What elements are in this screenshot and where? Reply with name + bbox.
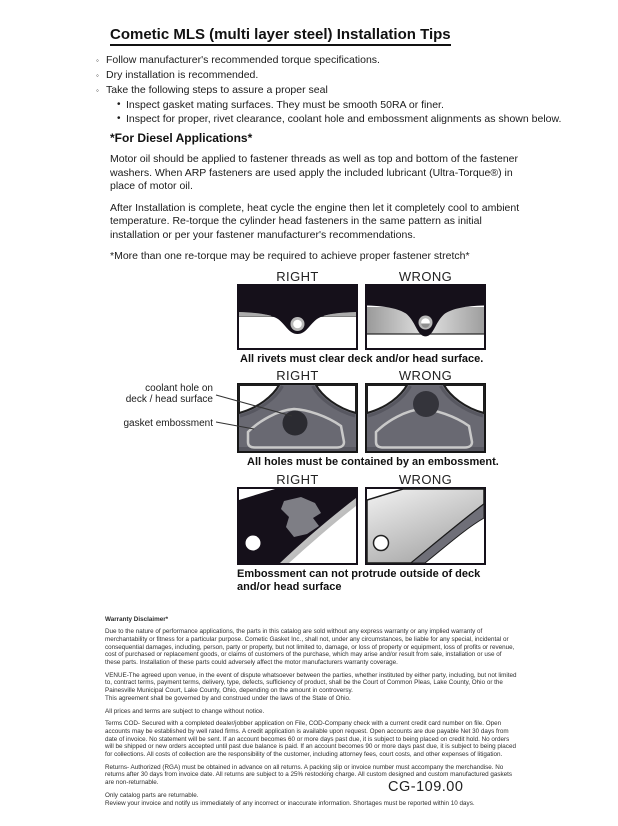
legal-paragraph: This agreement shall be governed by and construed under the laws of the State of Ohio. — [105, 694, 351, 702]
bullet-icon: • — [117, 113, 121, 124]
diagram-caption: All holes must be contained by an embossment. — [247, 455, 499, 468]
wrong-label: WRONG — [398, 268, 453, 284]
paragraph: After Installation is complete, heat cycle the engine then let it completely cool to ambient temperature. Re-torque the cylinder head fasteners in the same pattern as initial installation or per your fastener manufacturer's recommendations. — [110, 201, 520, 241]
protrusion-right-diagram — [237, 487, 358, 565]
legal-paragraph: Due to the nature of performance applications, the parts in this catalog are sold without any express warranty or any implied warranty of merchantability or fitness for a particular purpose. Cometic Gasket Inc., shall not, under any circumstances, be liable for any special, incidental or consequential damages, including, person, party or property, but not limited to, damage, or loss of property or equipment, loss of profits or revenue, cost of purchased or replacement goods, or claims of customers of the purchase, which may arise and/or result from sale, installation or use of these parts. Installation of these parts could adversely affect the motor manufacturers warranty coverage. — [105, 628, 515, 667]
installation-tips-list — [96, 53, 618, 126]
protrusion-wrong-diagram — [365, 487, 486, 565]
catalog-page — [0, 26, 618, 826]
list-item: ◦ Take the following steps to assure a proper seal — [96, 84, 328, 96]
hole-embossment-right-diagram — [237, 383, 358, 453]
list-item: • Inspect gasket mating surfaces. They must be smooth 50RA or finer. — [117, 99, 444, 111]
right-label: RIGHT — [276, 268, 319, 284]
gasket-embossment-label: gasket embossment — [123, 417, 213, 429]
diagram-row-protrusion — [0, 472, 618, 594]
page-title: Cometic MLS (multi layer steel) Installation Tips — [110, 26, 618, 46]
legal-paragraph: All prices and terms are subject to change without notice. — [105, 707, 265, 715]
diagram-caption: Embossment can not protrude outside of deck and/or head surface — [237, 567, 481, 593]
rivet-clearance-right-diagram — [237, 284, 358, 350]
legal-paragraph: Returns- Authorized (RGA) must be obtained in advance on all returns. A packing slip or invoice number must accompany the merchandise. No returns after 30 days from invoice date. All returns are subject to a 25% restocking charge. All custom designed and custom manufactured gaskets are non-returnable. — [105, 763, 513, 787]
rivet-clearance-wrong-diagram — [365, 284, 486, 350]
open-bullet-icon: ◦ — [96, 71, 99, 80]
open-bullet-icon: ◦ — [96, 86, 99, 95]
right-wrong-labels — [237, 368, 618, 383]
list-item: ◦ Follow manufacturer's recommended torque specifications. — [96, 54, 380, 66]
list-item: • Inspect for proper, rivet clearance, coolant hole and embossment alignments as shown below. — [117, 113, 562, 125]
open-bullet-icon: ◦ — [96, 56, 99, 65]
diagram-row-rivets — [0, 269, 618, 366]
wrong-label: WRONG — [398, 367, 453, 383]
coolant-hole-label: coolant hole on deck / head surface — [125, 382, 213, 405]
legal-paragraph: VENUE-The agreed upon venue, in the event of dispute whatsoever between the parties, whether instituted by either party, including, but not limited to, contract terms, payment terms, delivery, type, defects, sufficiency of product, shall be the Court of Common Pleas, Lake County, Ohio or the Painesville Municipal Court, Lake County, Ohio, depending on the amount in controversy. — [105, 671, 517, 695]
list-item: ◦ Dry installation is recommended. — [96, 69, 259, 81]
diesel-applications-heading: *For Diesel Applications* — [110, 131, 253, 145]
legal-paragraph: Only catalog parts are returnable. — [105, 791, 199, 799]
bullet-icon: • — [117, 99, 121, 110]
hole-embossment-wrong-diagram — [365, 383, 486, 453]
diagram-row-holes — [0, 368, 618, 469]
right-label: RIGHT — [276, 367, 319, 383]
legal-paragraph: Review your invoice and notify us immediately of any incorrect or inaccurate information. Shortages must be reported within 10 days. — [105, 799, 475, 807]
paragraph: *More than one re-torque may be required to achieve proper fastener stretch* — [110, 250, 470, 262]
right-wrong-labels — [237, 269, 618, 284]
page-code: CG-109.00 — [388, 779, 464, 795]
right-wrong-labels — [237, 472, 618, 487]
diagram-caption: All rivets must clear deck and/or head surface. — [240, 352, 484, 365]
warranty-heading: Warranty Disclaimer* — [105, 615, 169, 623]
paragraph: Motor oil should be applied to fastener threads as well as top and bottom of the fastener washers. When ARP fasteners are used apply the included lubricant (Ultra-Torque®) in place of motor oil. — [110, 153, 518, 192]
right-label: RIGHT — [276, 471, 319, 487]
legal-paragraph: Terms COD- Secured with a completed dealer/jobber application on File, COD-Company check with a current credit card number on file. Open accounts may be established by well rated firms. A credit application is available upon request. Open accounts are due payable Net 30 days from date of invoice. No statement will be sent. If an account becomes 60 or more days past due, it is subject to being placed on credit hold. No orders will be shipped or new orders accepted until past due balance is paid. If an account becomes 90 or more days past due, it is subject to being placed for collections. All costs of collection are the responsibility of the customer, including attorney fees, court costs, and other expenses of litigation. — [105, 720, 516, 759]
wrong-label: WRONG — [398, 471, 453, 487]
